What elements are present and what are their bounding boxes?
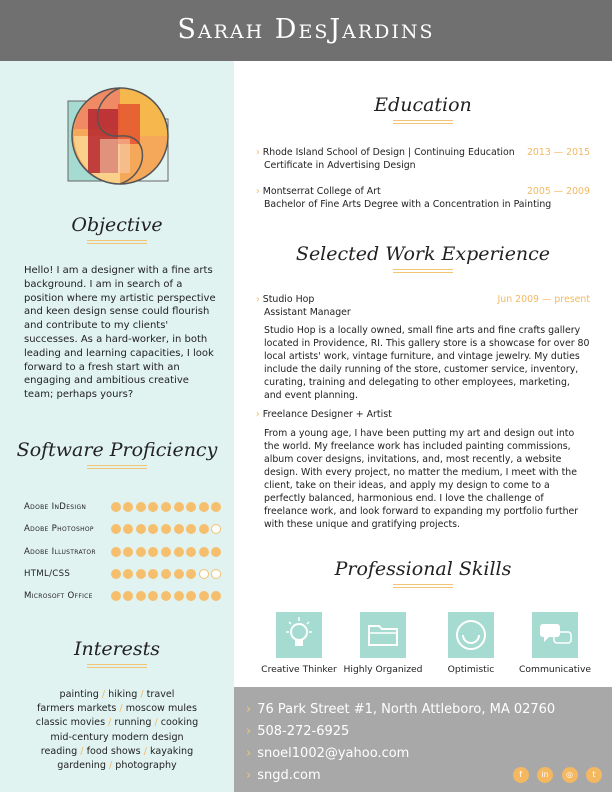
speech-bubbles-icon	[532, 612, 578, 658]
degree-name: Certificate in Advertising Design	[264, 159, 416, 171]
rating-dot	[199, 502, 209, 512]
interest-item: gardening	[57, 760, 106, 772]
skill-item	[512, 612, 598, 675]
software-row	[24, 518, 224, 540]
software-row	[24, 496, 224, 518]
rating-dot	[111, 547, 121, 557]
rating-dot	[211, 502, 221, 512]
rating-dot	[199, 591, 209, 601]
rating-dot	[136, 502, 146, 512]
interest-item: farmers markets	[37, 703, 117, 715]
company-name: Studio Hop	[262, 294, 315, 305]
interest-item: painting	[59, 689, 99, 700]
rating-dot	[136, 547, 146, 557]
contact-website[interactable]: › sngd.com	[246, 768, 321, 783]
software-name: Adobe Photoshop	[24, 524, 94, 535]
skill-label: Communicative	[518, 664, 592, 675]
rating-dot	[111, 591, 121, 601]
smiley-icon	[448, 612, 494, 658]
chevron-right-icon: ›	[256, 294, 260, 305]
rating-dot	[199, 524, 209, 534]
rating-dot	[211, 569, 221, 579]
twitter-icon[interactable]: t	[586, 767, 602, 783]
rating-dot	[123, 502, 133, 512]
lightbulb-icon	[276, 612, 322, 658]
linkedin-icon[interactable]: in	[537, 767, 553, 783]
chevron-right-icon: ›	[246, 768, 252, 783]
rating-dot	[199, 547, 209, 557]
resume-name: Sarah DesJardins	[177, 14, 435, 45]
rating-dot	[211, 591, 221, 601]
interest-item: food shows	[86, 745, 141, 757]
education-entry	[256, 147, 590, 172]
rating-dot	[136, 569, 146, 579]
job-role: Assistant Manager	[264, 306, 351, 318]
interest-item: hiking	[108, 689, 138, 700]
chevron-right-icon: ›	[256, 186, 260, 197]
interests-line: farmers markets / moscow mules	[37, 703, 197, 715]
proficiency-rating	[111, 547, 224, 557]
software-row	[24, 563, 224, 585]
software-heading: Software Proficiency	[0, 439, 234, 469]
skills-row	[256, 612, 590, 682]
rating-dot	[123, 547, 133, 557]
chevron-right-icon: ›	[246, 746, 252, 761]
chevron-right-icon: ›	[246, 724, 252, 739]
proficiency-rating	[111, 524, 224, 534]
contact-phone: › 508-272-6925	[246, 724, 350, 739]
interest-item: mid-century modern design	[50, 731, 184, 743]
rating-dot	[161, 524, 171, 534]
chevron-right-icon: ›	[256, 147, 260, 158]
interest-item: kayaking	[149, 745, 194, 757]
contact-email[interactable]: › snoel1002@yahoo.com	[246, 746, 410, 761]
skill-item	[340, 612, 426, 675]
proficiency-rating	[111, 591, 224, 601]
rating-dot	[211, 524, 221, 534]
rating-dot	[161, 502, 171, 512]
rating-dot	[161, 547, 171, 557]
interest-item: classic movies	[35, 717, 106, 729]
skill-item	[428, 612, 514, 675]
facebook-icon[interactable]: f	[513, 767, 529, 783]
work-heading: Selected Work Experience	[234, 243, 612, 273]
skill-item	[256, 612, 342, 675]
skill-label: Highly Organized	[343, 664, 423, 675]
job-description: From a young age, I have been putting my art and design out into the world. My freelance work has included painting commissions, album cover designs, invitations, and, most recently, a website design. With every project, no matter the medium, I meet with the client, take on their ideas, and apply my design to come to a perfectly balanced, harmonious end. I love the challenge of freelance work, and look forward to expanding my portfolio further with these unique and gratifying projects.	[264, 427, 579, 530]
interest-item: cooking	[160, 717, 199, 729]
rating-dot	[174, 524, 184, 534]
software-list	[24, 496, 224, 607]
interest-item: photography	[115, 760, 177, 772]
interests-heading: Interests	[0, 638, 234, 668]
rating-dot	[111, 569, 121, 579]
rating-dot	[174, 591, 184, 601]
rating-dot	[136, 524, 146, 534]
interests-line: classic movies / running / cooking	[35, 717, 199, 729]
objective-heading: Objective	[0, 214, 234, 244]
rating-dot	[186, 591, 196, 601]
school-name: Montserrat College of Art	[262, 186, 381, 197]
left-sidebar	[0, 61, 234, 792]
instagram-icon[interactable]: ◎	[562, 767, 578, 783]
interest-item: travel	[146, 689, 175, 700]
rating-dot	[123, 524, 133, 534]
skills-heading: Professional Skills	[234, 558, 612, 588]
interests-line: painting / hiking / travel	[59, 689, 175, 700]
rating-dot	[111, 524, 121, 534]
proficiency-rating	[111, 569, 224, 579]
interests-line	[0, 731, 234, 745]
rating-dot	[199, 569, 209, 579]
software-name: HTML/CSS	[24, 569, 71, 580]
rating-dot	[174, 502, 184, 512]
header-bar	[0, 0, 612, 61]
school-name: Rhode Island School of Design | Continuing Education	[262, 147, 515, 158]
software-row	[24, 541, 224, 563]
rating-dot	[186, 569, 196, 579]
work-date: Jun 2009 — present	[497, 294, 590, 305]
rating-dot	[161, 569, 171, 579]
interests-line: gardening / photography	[57, 760, 177, 772]
rating-dot	[186, 524, 196, 534]
rating-dot	[148, 591, 158, 601]
rating-dot	[186, 502, 196, 512]
education-heading: Education	[234, 94, 612, 124]
contact-panel	[234, 687, 612, 792]
education-date: 2005 — 2009	[526, 186, 590, 197]
proficiency-rating	[111, 502, 224, 512]
rating-dot	[148, 524, 158, 534]
interest-item: moscow mules	[125, 703, 197, 715]
skill-label: Creative Thinker	[261, 664, 337, 675]
skill-label: Optimistic	[447, 664, 495, 675]
rating-dot	[148, 547, 158, 557]
degree-name: Bachelor of Fine Arts Degree with a Concentration in Painting	[264, 198, 552, 210]
chevron-right-icon: ›	[246, 702, 252, 717]
rating-dot	[123, 569, 133, 579]
education-entry	[256, 186, 590, 211]
work-entry	[256, 409, 590, 531]
interest-item: reading	[40, 745, 78, 757]
rating-dot	[174, 569, 184, 579]
software-name: Adobe InDesign	[24, 502, 87, 513]
interest-item: running	[114, 717, 152, 729]
monogram-logo-icon	[60, 79, 175, 194]
company-name: Freelance Designer + Artist	[262, 409, 392, 420]
job-description: Studio Hop is a locally owned, small fine arts and fine crafts gallery located in Providence, RI. This gallery store is a showcase for over 80 local artists' work, vintage furniture, and vintage jewelry. My duties include the daily running of the store, customer service, inventory, curating, training and delegating to other employees, marketing, and event planning.	[264, 325, 590, 402]
rating-dot	[186, 547, 196, 557]
rating-dot	[111, 502, 121, 512]
interests-line: reading / food shows / kayaking	[40, 745, 194, 757]
rating-dot	[174, 547, 184, 557]
rating-dot	[123, 591, 133, 601]
work-entry	[256, 294, 590, 402]
rating-dot	[136, 591, 146, 601]
contact-address: › 76 Park Street #1, North Attleboro, MA 02760	[246, 702, 556, 717]
social-links	[504, 767, 602, 783]
software-name: Microsoft Office	[24, 591, 93, 602]
education-date: 2013 — 2015	[526, 147, 590, 158]
software-row	[24, 585, 224, 607]
rating-dot	[148, 569, 158, 579]
rating-dot	[211, 547, 221, 557]
rating-dot	[148, 502, 158, 512]
objective-text: Hello! I am a designer with a fine arts background. I am in search of a position where my artistic perspective and keen design sense could flourish and contribute to my clients' successes. As a hard-worker, in both leading and learning capacities, I look forward to a fresh start with an engaging and ambitious creative team; perhaps yours?	[24, 265, 216, 401]
chevron-right-icon: ›	[256, 409, 260, 420]
interests-list	[0, 688, 234, 773]
software-name: Adobe Illustrator	[24, 546, 96, 557]
folder-icon	[360, 612, 406, 658]
rating-dot	[161, 591, 171, 601]
